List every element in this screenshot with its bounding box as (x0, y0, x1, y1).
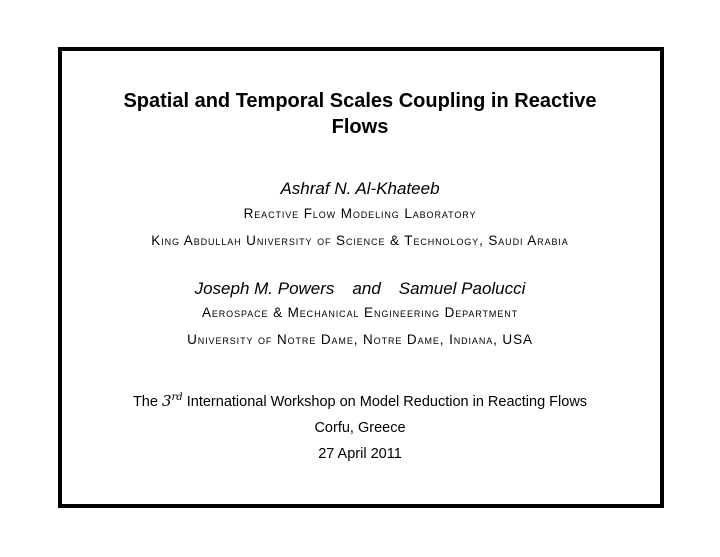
workshop-date: 27 April 2011 (318, 446, 402, 462)
first-author-institution: King Abdullah University of Science & Technology, Saudi Arabia (151, 233, 569, 248)
workshop-prefix: The (132, 394, 158, 410)
coauthor-2-name: Samuel Paolucci (398, 279, 526, 298)
coauthor-1-name: Joseph M. Powers (194, 279, 335, 298)
title-line-2: Flows (331, 116, 389, 138)
ordinal-suffix: rd (171, 392, 183, 403)
first-author-lab: Reactive Flow Modeling Laboratory (243, 206, 477, 221)
coauthor-conjunction: and (352, 279, 381, 298)
workshop-ordinal (162, 392, 183, 410)
coauthors-line (0, 279, 720, 299)
title-line-1: Spatial and Temporal Scales Coupling in Reactive (123, 90, 597, 112)
workshop-location: Corfu, Greece (314, 420, 406, 436)
coauthors-department: Aerospace & Mechanical Engineering Department (201, 305, 519, 320)
coauthors-institution: University of Notre Dame, Notre Dame, Indiana, USA (187, 332, 533, 347)
workshop-line (0, 392, 720, 410)
ordinal-base: 3 (161, 392, 172, 410)
workshop-name: International Workshop on Model Reduction in Reacting Flows (186, 394, 588, 410)
first-author-name: Ashraf N. Al-Khateeb (280, 179, 440, 198)
